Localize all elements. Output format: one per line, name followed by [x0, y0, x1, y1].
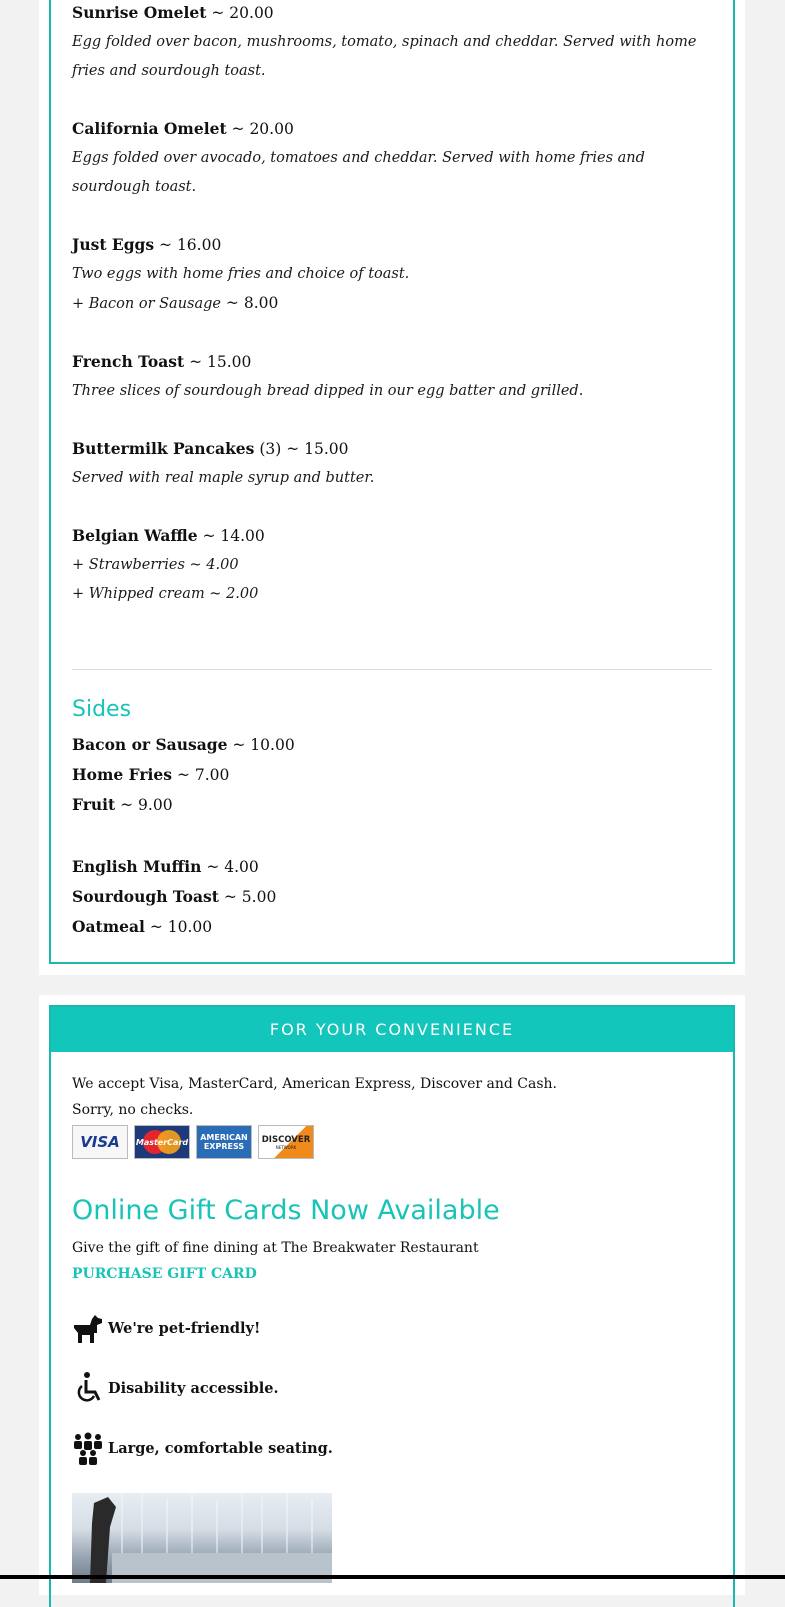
- menu-item-addon: + Whipped cream ~ 2.00: [72, 586, 259, 602]
- menu-item: [72, 521, 712, 609]
- marina-image: [72, 1493, 332, 1583]
- menu-item: [72, 114, 712, 202]
- menu-item-price: ~ 14.00: [197, 527, 265, 545]
- menu-item: [72, 230, 712, 319]
- menu-item-name: California Omelet: [72, 119, 227, 138]
- convenience-frame: [49, 1005, 735, 1607]
- feature-pet-friendly: [72, 1311, 712, 1345]
- payment-cards: [72, 1125, 712, 1159]
- side-price: ~ 7.00: [172, 766, 230, 784]
- menu-item-name: Just Eggs: [72, 235, 155, 254]
- feature-text: Disability accessible.: [108, 1379, 279, 1397]
- purchase-gift-card-link[interactable]: PURCHASE GIFT CARD: [72, 1266, 257, 1282]
- gift-card-text: Give the gift of fine dining at The Breakwater Restaurant: [72, 1240, 479, 1256]
- menu-item: [72, 347, 712, 406]
- group-icon: [72, 1431, 104, 1465]
- menu-item: [72, 0, 712, 86]
- feature-text: Large, comfortable seating.: [108, 1439, 333, 1457]
- menu-item-name: French Toast: [72, 352, 185, 371]
- menu-item-price: ~ 16.00: [154, 236, 222, 254]
- menu-item-name: Belgian Waffle: [72, 526, 198, 545]
- convenience-header: FOR YOUR CONVENIENCE: [51, 1007, 733, 1052]
- side-name: Sourdough Toast: [72, 887, 219, 906]
- bottom-edge: [0, 1575, 785, 1579]
- payment-text: We accept Visa, MasterCard, American Express, Discover and Cash.: [72, 1076, 557, 1092]
- side-name: Home Fries: [72, 765, 173, 784]
- visa-card-icon: VISA: [72, 1125, 128, 1159]
- side-name: Bacon or Sausage: [72, 735, 228, 754]
- side-price: ~ 9.00: [115, 796, 173, 814]
- menu-item-addon: + Bacon or Sausage: [72, 296, 221, 312]
- side-name: English Muffin: [72, 857, 202, 876]
- feature-seating: [72, 1431, 712, 1465]
- amex-card-icon: AMERICAN EXPRESS: [196, 1125, 252, 1159]
- mastercard-icon: MasterCard: [134, 1125, 190, 1159]
- side-price: ~ 5.00: [218, 888, 277, 906]
- feature-text: We're pet-friendly!: [108, 1319, 261, 1337]
- marina-photo: [72, 1493, 332, 1583]
- menu-frame: [49, 0, 735, 964]
- menu-item: [72, 434, 712, 493]
- menu-item-addon-price: ~ 8.00: [221, 294, 279, 312]
- menu-item-price: ~ 15.00: [184, 353, 252, 371]
- no-checks-text: Sorry, no checks.: [72, 1102, 194, 1118]
- menu-item-desc: Two eggs with home fries and choice of toast.: [72, 266, 410, 282]
- side-price: ~ 10.00: [144, 918, 213, 936]
- menu-item-desc: Served with real maple syrup and butter.: [72, 470, 375, 486]
- side-name: Fruit: [72, 795, 116, 814]
- menu-item-desc: Egg folded over bacon, mushrooms, tomato, spinach and cheddar. Served with home fries and sourdough toast.: [72, 34, 697, 79]
- menu-item-price: ~ 20.00: [226, 120, 294, 138]
- side-price: ~ 10.00: [227, 736, 295, 754]
- feature-accessible: [72, 1371, 712, 1405]
- menu-item-price: ~ 20.00: [206, 4, 274, 22]
- sides-heading: Sides: [72, 697, 132, 722]
- gift-card-heading: Online Gift Cards Now Available: [72, 1195, 500, 1226]
- wheelchair-icon: [72, 1371, 104, 1405]
- menu-item-desc: Three slices of sourdough bread dipped in our egg batter and grilled.: [72, 383, 584, 399]
- side-name: Oatmeal: [72, 917, 145, 936]
- menu-item-name: Sunrise Omelet: [72, 3, 207, 22]
- convenience-content: [72, 1071, 712, 1583]
- menu-item-price: (3) ~ 15.00: [254, 440, 349, 458]
- menu-card: [39, 0, 745, 975]
- side-price: ~ 4.00: [201, 858, 259, 876]
- menu-item-desc: Eggs folded over avocado, tomatoes and cheddar. Served with home fries and sourdough toast.: [72, 150, 645, 195]
- dog-icon: [72, 1311, 104, 1345]
- menu-item-name: Buttermilk Pancakes: [72, 439, 255, 458]
- menu-item-addon: + Strawberries ~ 4.00: [72, 557, 239, 573]
- discover-card-icon: DISCOVER NETWORK: [258, 1125, 314, 1159]
- menu-items: [72, 0, 712, 942]
- convenience-card: [39, 995, 745, 1595]
